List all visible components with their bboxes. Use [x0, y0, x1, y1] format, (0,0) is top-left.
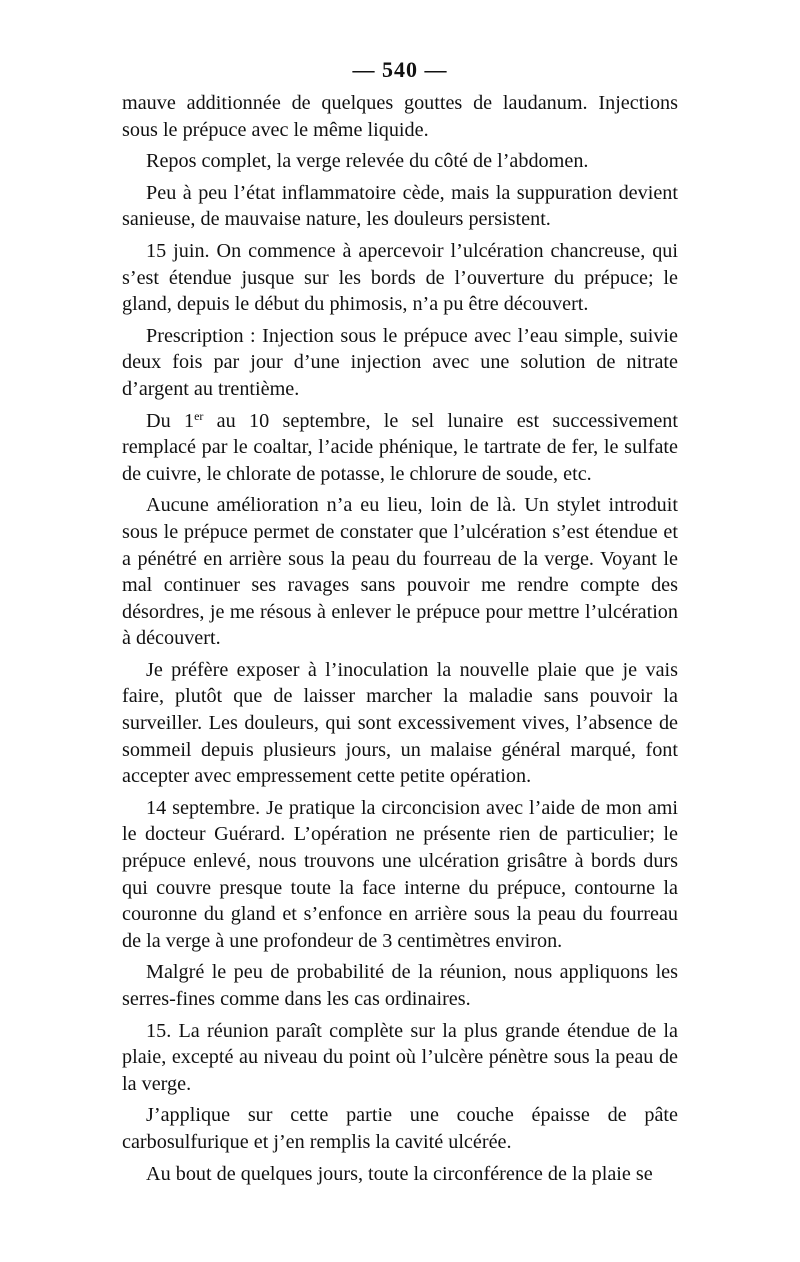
paragraph-6-rest: au 10 septembre, le sel lunaire est successivement remplacé par le coaltar, l’acide phénique, le tartrate de fer, le sulfate de cuivre, le chlorate de potasse, le chlorure de soude, etc.	[122, 409, 678, 485]
paragraph-7: Aucune amélioration n’a eu lieu, loin de là. Un stylet introduit sous le prépuce permet de constater que l’ulcération s’est étendue et a pénétré en arrière sous la peau du fourreau de la verge. Voyant le mal continuer ses ravages sans pouvoir me rendre compte des désordres, je me résous à enlever le prépuce pour mettre l’ulcération à découvert.	[122, 494, 678, 650]
paragraph-10: Malgré le peu de probabilité de la réunion, nous appliquons les serres-fines comme dans les cas ordinaires.	[122, 961, 678, 1010]
book-page	[122, 56, 678, 1192]
paragraph-4: 15 juin. On commence à apercevoir l’ulcération chancreuse, qui s’est étendue jusque sur les bords de l’ouverture du prépuce; le gland, depuis le début du phimosis, n’a pu être découvert.	[122, 239, 678, 316]
paragraph-6-lead: Du 1	[146, 409, 195, 432]
page-number: — 540 —	[352, 57, 448, 82]
paragraph-8: Je préfère exposer à l’inoculation la nouvelle plaie que je vais faire, plutôt que de laisser marcher la maladie sans pouvoir la surveiller. Les douleurs, qui sont excessivement vives, l’absence de sommeil depuis plusieurs jours, un malaise général marqué, font accepter avec empressement cette petite opération.	[122, 658, 678, 788]
paragraph-3: Peu à peu l’état inflammatoire cède, mais la suppuration devient sanieuse, de mauvaise nature, les douleurs persistent.	[122, 181, 678, 231]
paragraph-12: J’applique sur cette partie une couche épaisse de pâte carbosulfurique et j’en remplis la cavité ulcérée.	[122, 1104, 678, 1153]
paragraph-2: Repos complet, la verge relevée du côté de l’abdomen.	[146, 150, 589, 173]
paragraph-6	[122, 408, 678, 488]
paragraph-11: 15. La réunion paraît complète sur la plus grande étendue de la plaie, excepté au niveau du point où l’ulcère pénètre sous la peau de la verge.	[122, 1019, 678, 1095]
paragraph-9: 14 septembre. Je pratique la circoncision avec l’aide de mon ami le docteur Guérard. L’opération ne présente rien de particulier; le prépuce enlevé, nous trouvons une ulcération grisâtre à bords durs qui couvre presque toute la face interne du prépuce, contourne la couronne du gland et s’enfonce en arrière sous la peau du fourreau de la verge à une profondeur de 3 centimètres environ.	[122, 796, 678, 952]
ordinal-superscript: er	[194, 408, 204, 423]
paragraph-5: Prescription : Injection sous le prépuce avec l’eau simple, suivie deux fois par jour d’une injection avec une solution de nitrate d’argent au trentième.	[122, 324, 678, 400]
paragraph-13: Au bout de quelques jours, toute la circonférence de la plaie se	[146, 1162, 653, 1185]
paragraph-1: mauve additionnée de quelques gouttes de laudanum. Injections sous le prépuce avec le même liquide.	[122, 92, 678, 141]
